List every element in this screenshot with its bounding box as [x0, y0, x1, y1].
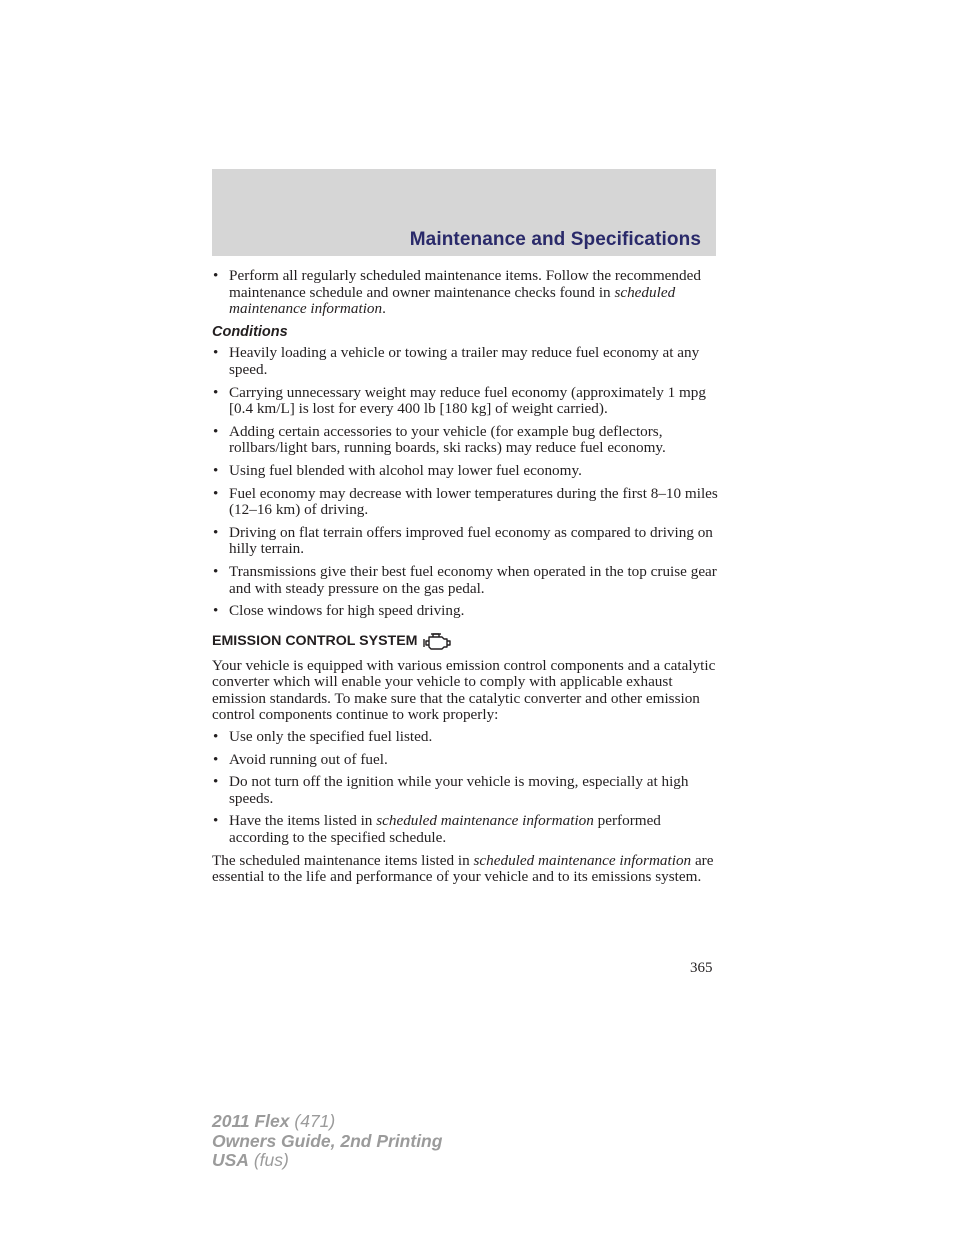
- list-item: • Do not turn off the ignition while your vehicle is moving, especially at high speeds.: [212, 774, 718, 807]
- page-content: [212, 268, 718, 891]
- list-item: • Fuel economy may decrease with lower temperatures during the first 8–10 miles (12–16 km) of driving.: [212, 486, 718, 519]
- item-text-end: .: [382, 300, 386, 318]
- intro-list: [212, 268, 718, 318]
- emission-intro: Your vehicle is equipped with various emission control components and a catalytic converter which will enable your vehicle to comply with applicable exhaust emission standards. To make sure that the catalytic converter and other emission control components continue to work properly:: [212, 656, 716, 724]
- closing-text: The scheduled maintenance items listed in: [212, 851, 474, 869]
- list-item: • Adding certain accessories to your vehicle (for example bug deflectors, rollbars/light bars, running boards, ski racks) may reduce fuel economy.: [212, 424, 718, 457]
- item-italic-reference: scheduled maintenance information: [376, 812, 594, 830]
- list-item: • Carrying unnecessary weight may reduce fuel economy (approximately 1 mpg [0.4 km/L] is lost for every 400 lb [180 kg] of weight carried).: [212, 385, 718, 418]
- footer-line-guide: [212, 1132, 442, 1152]
- footer-line-model: [212, 1112, 442, 1132]
- footer-region-code: (fus): [248, 1150, 289, 1170]
- list-item: • Driving on flat terrain offers improved fuel economy as compared to driving on hilly terrain.: [212, 525, 718, 558]
- closing-text-end: are essential to the life and performance of your vehicle and to its emissions system.: [212, 851, 714, 886]
- emission-closing: [212, 853, 718, 886]
- footer-region: USA: [212, 1150, 249, 1170]
- list-item: • Heavily loading a vehicle or towing a trailer may reduce fuel economy at any speed.: [212, 345, 718, 378]
- footer-guide: Owners Guide, 2nd Printing: [212, 1130, 443, 1151]
- list-item: • Avoid running out of fuel.: [212, 752, 718, 769]
- list-item: • Close windows for high speed driving.: [212, 603, 718, 620]
- document-footer: [212, 1112, 442, 1171]
- list-item: [212, 268, 718, 318]
- item-italic-reference: scheduled maintenance information: [229, 283, 676, 318]
- conditions-heading: Conditions: [212, 323, 288, 340]
- item-text: Perform all regularly scheduled maintenance items. Follow the recommended maintenance schedule and owner maintenance checks found in: [229, 267, 701, 301]
- closing-italic-reference: scheduled maintenance information: [473, 851, 692, 869]
- emission-list: [212, 729, 718, 847]
- list-item: • Transmissions give their best fuel economy when operated in the top cruise gear and with steady pressure on the gas pedal.: [212, 564, 718, 597]
- list-item: [212, 813, 718, 846]
- engine-icon: [421, 632, 453, 652]
- conditions-list: [212, 345, 718, 619]
- item-text-end: performed according to the specified schedule.: [229, 812, 661, 847]
- item-text: Have the items listed in: [229, 812, 377, 830]
- list-item: • Using fuel blended with alcohol may lower fuel economy.: [212, 463, 718, 480]
- emission-heading: [212, 632, 718, 652]
- emission-heading-text: EMISSION CONTROL SYSTEM: [212, 633, 418, 650]
- section-header-band: [212, 169, 716, 256]
- footer-model: 2011 Flex: [212, 1111, 290, 1131]
- list-item: • Use only the specified fuel listed.: [212, 729, 718, 746]
- footer-line-region: [212, 1151, 442, 1171]
- section-title: Maintenance and Specifications: [409, 229, 701, 250]
- page-number: 365: [690, 960, 713, 976]
- footer-model-code: (471): [289, 1111, 336, 1131]
